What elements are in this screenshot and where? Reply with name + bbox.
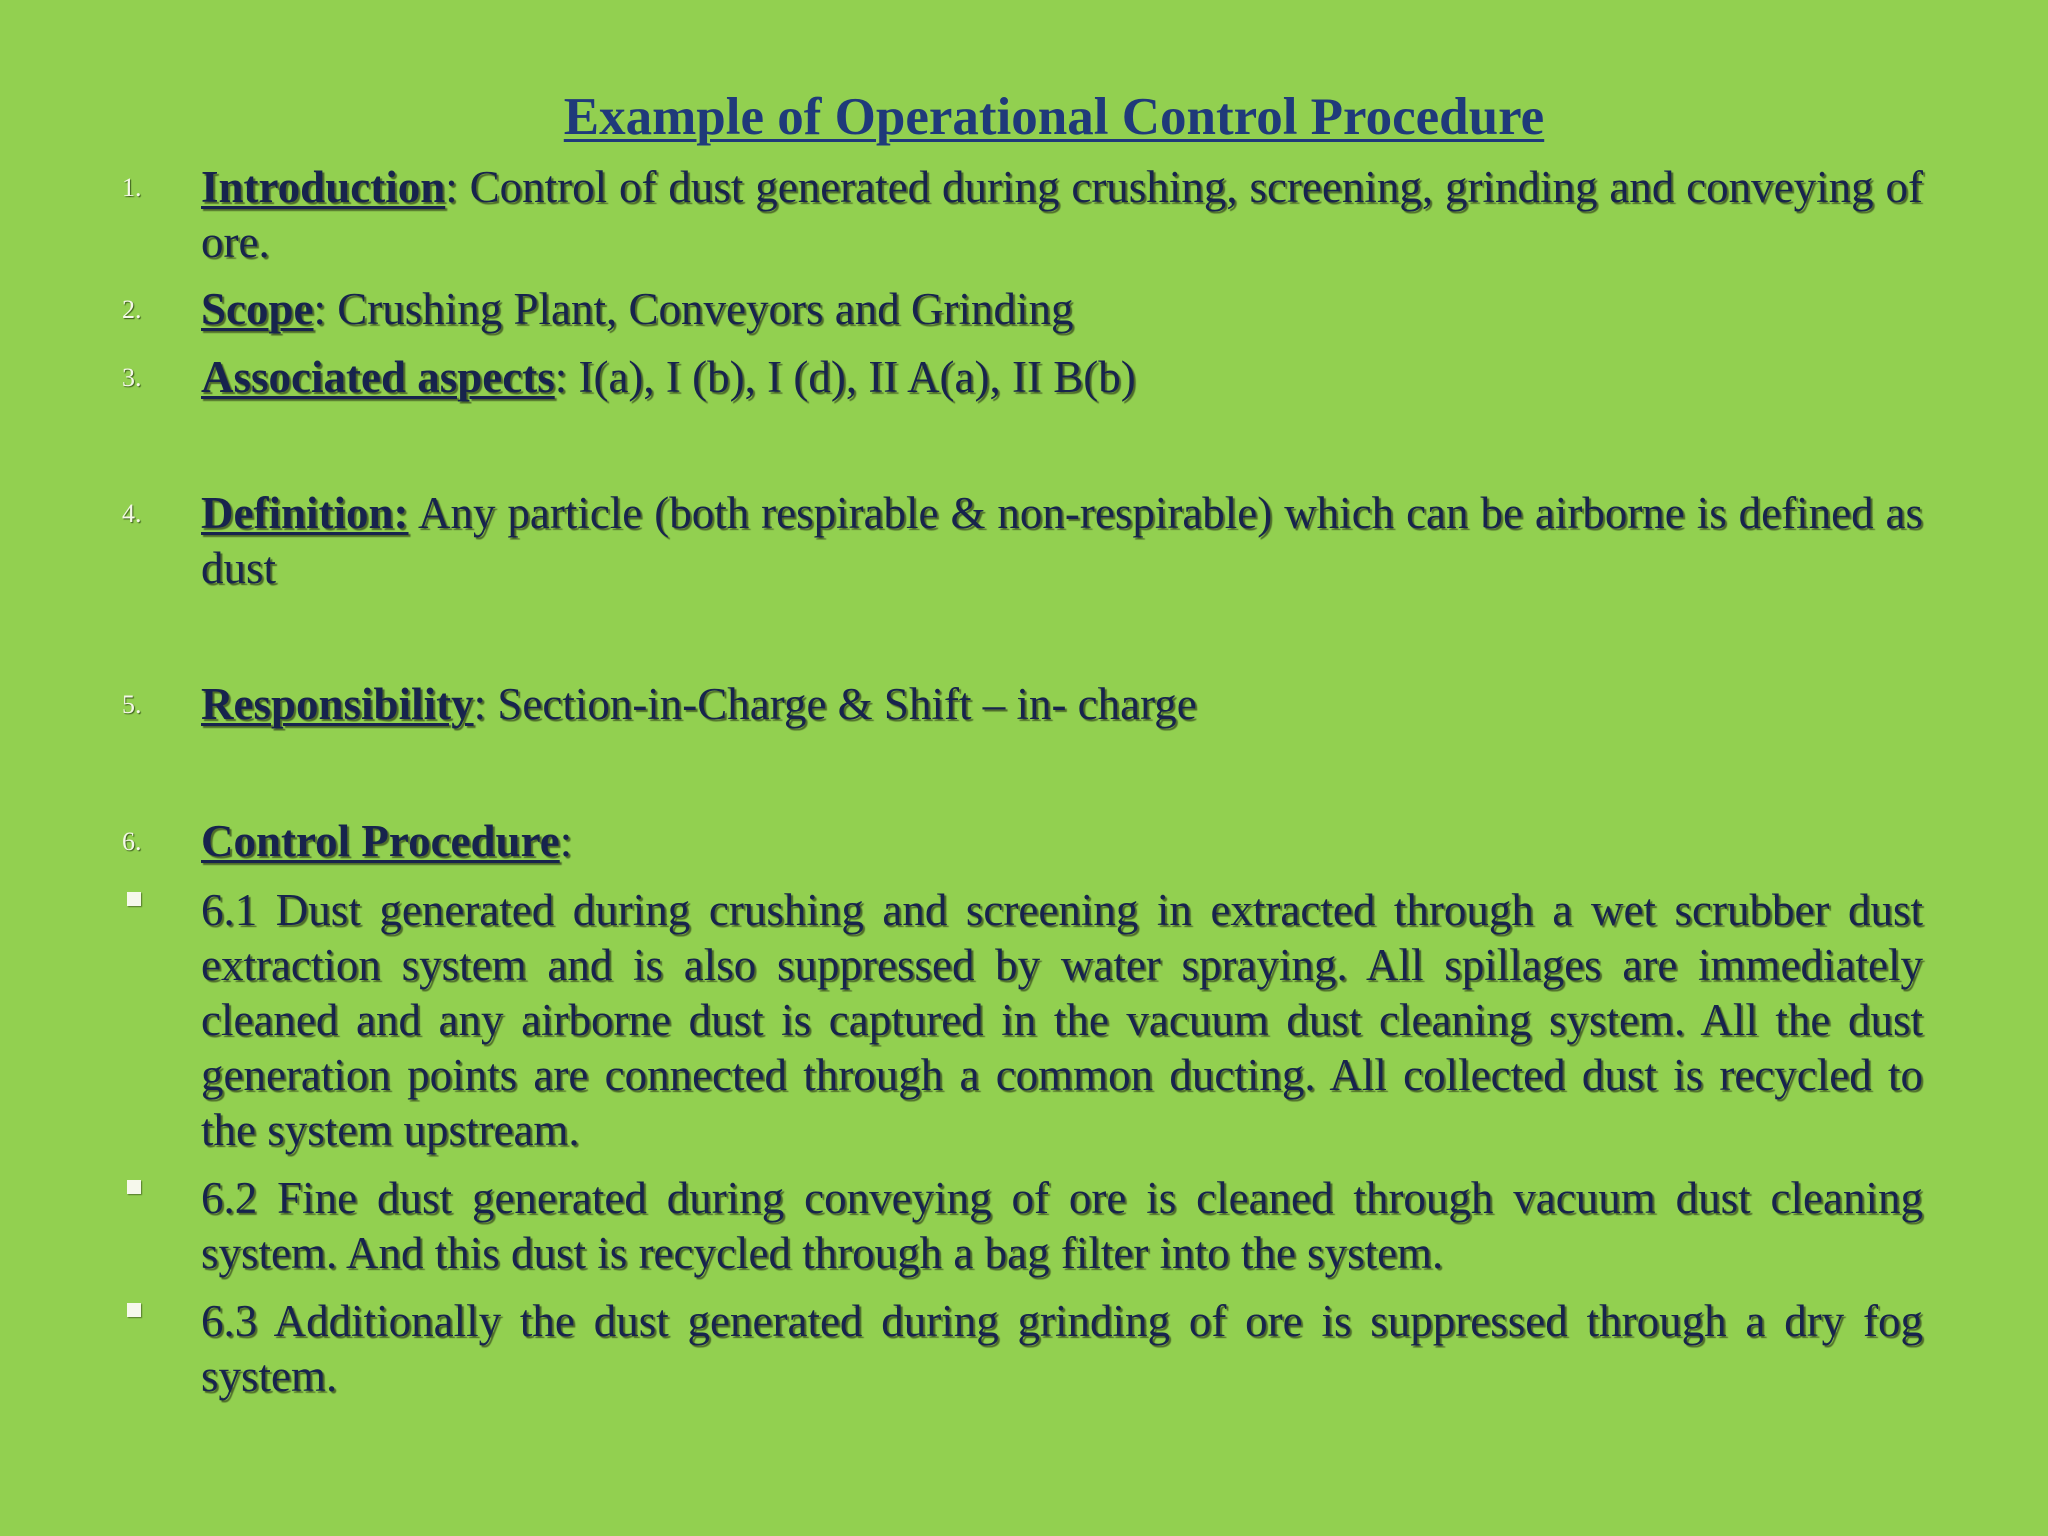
list-item-text bbox=[201, 486, 1923, 596]
list-marker: 2. bbox=[122, 295, 142, 324]
square-bullet-icon bbox=[127, 892, 141, 906]
sub-item-text: 6.2 Fine dust generated during conveying of ore is cleaned through vacuum dust cleaning system. And this dust is recycled through a bag filter into the system. bbox=[201, 1173, 1923, 1278]
list-marker: 5. bbox=[122, 690, 142, 719]
scope-label: Scope bbox=[201, 284, 314, 334]
list-item-text: Responsibility: Section-in-Charge & Shift – in- charge bbox=[201, 679, 1197, 729]
slide-title: Example of Operational Control Procedure bbox=[563, 88, 1545, 146]
list-marker: 4. bbox=[122, 499, 142, 528]
list-marker: 6. bbox=[122, 827, 142, 856]
introduction-text: Control of dust generated during crushing, screening, grinding and conveying of ore. bbox=[201, 162, 1923, 267]
square-bullet-icon bbox=[127, 1180, 141, 1194]
list-item-text: Scope: Crushing Plant, Conveyors and Grinding bbox=[201, 284, 1074, 334]
definition-text: Any particle (both respirable & non-respirable) which can be airborne is defined as dust bbox=[201, 488, 1923, 593]
list-item-text: Associated aspects: I(a), I (b), I (d), II A(a), II B(b) bbox=[201, 352, 1136, 402]
sub-item-text: 6.3 Additionally the dust generated during grinding of ore is suppressed through a dry fog system. bbox=[201, 1296, 1923, 1401]
square-bullet-icon bbox=[127, 1303, 141, 1317]
list-item-text: Introduction: Control of dust generated during crushing, screening, grinding and conveying of ore. bbox=[201, 162, 1923, 267]
list-marker: 3. bbox=[122, 363, 142, 392]
scope-text: Crushing Plant, Conveyors and Grinding bbox=[326, 284, 1074, 334]
introduction-label: Introduction bbox=[201, 162, 446, 212]
responsibility-label: Responsibility bbox=[201, 679, 474, 729]
list-item-text: Control Procedure: bbox=[201, 816, 573, 866]
responsibility-text: Section-in-Charge & Shift – in- charge bbox=[486, 679, 1197, 729]
list-marker: 1. bbox=[122, 173, 142, 202]
definition-label: Definition: bbox=[201, 488, 409, 538]
associated-aspects-label: Associated aspects bbox=[201, 352, 555, 402]
associated-aspects-text: I(a), I (b), I (d), II A(a), II B(b) bbox=[567, 352, 1136, 402]
sub-item-text: 6.1 Dust generated during crushing and screening in extracted through a wet scrubber dust extraction system and is also suppressed by water spraying. All spillages are immediately cleaned and any airborne dust is captured in the vacuum dust cleaning system. All the dust generation points are connected through a common ducting. All collected dust is recycled to the system upstream. bbox=[201, 885, 1923, 1155]
control-procedure-label: Control Procedure bbox=[201, 816, 560, 866]
